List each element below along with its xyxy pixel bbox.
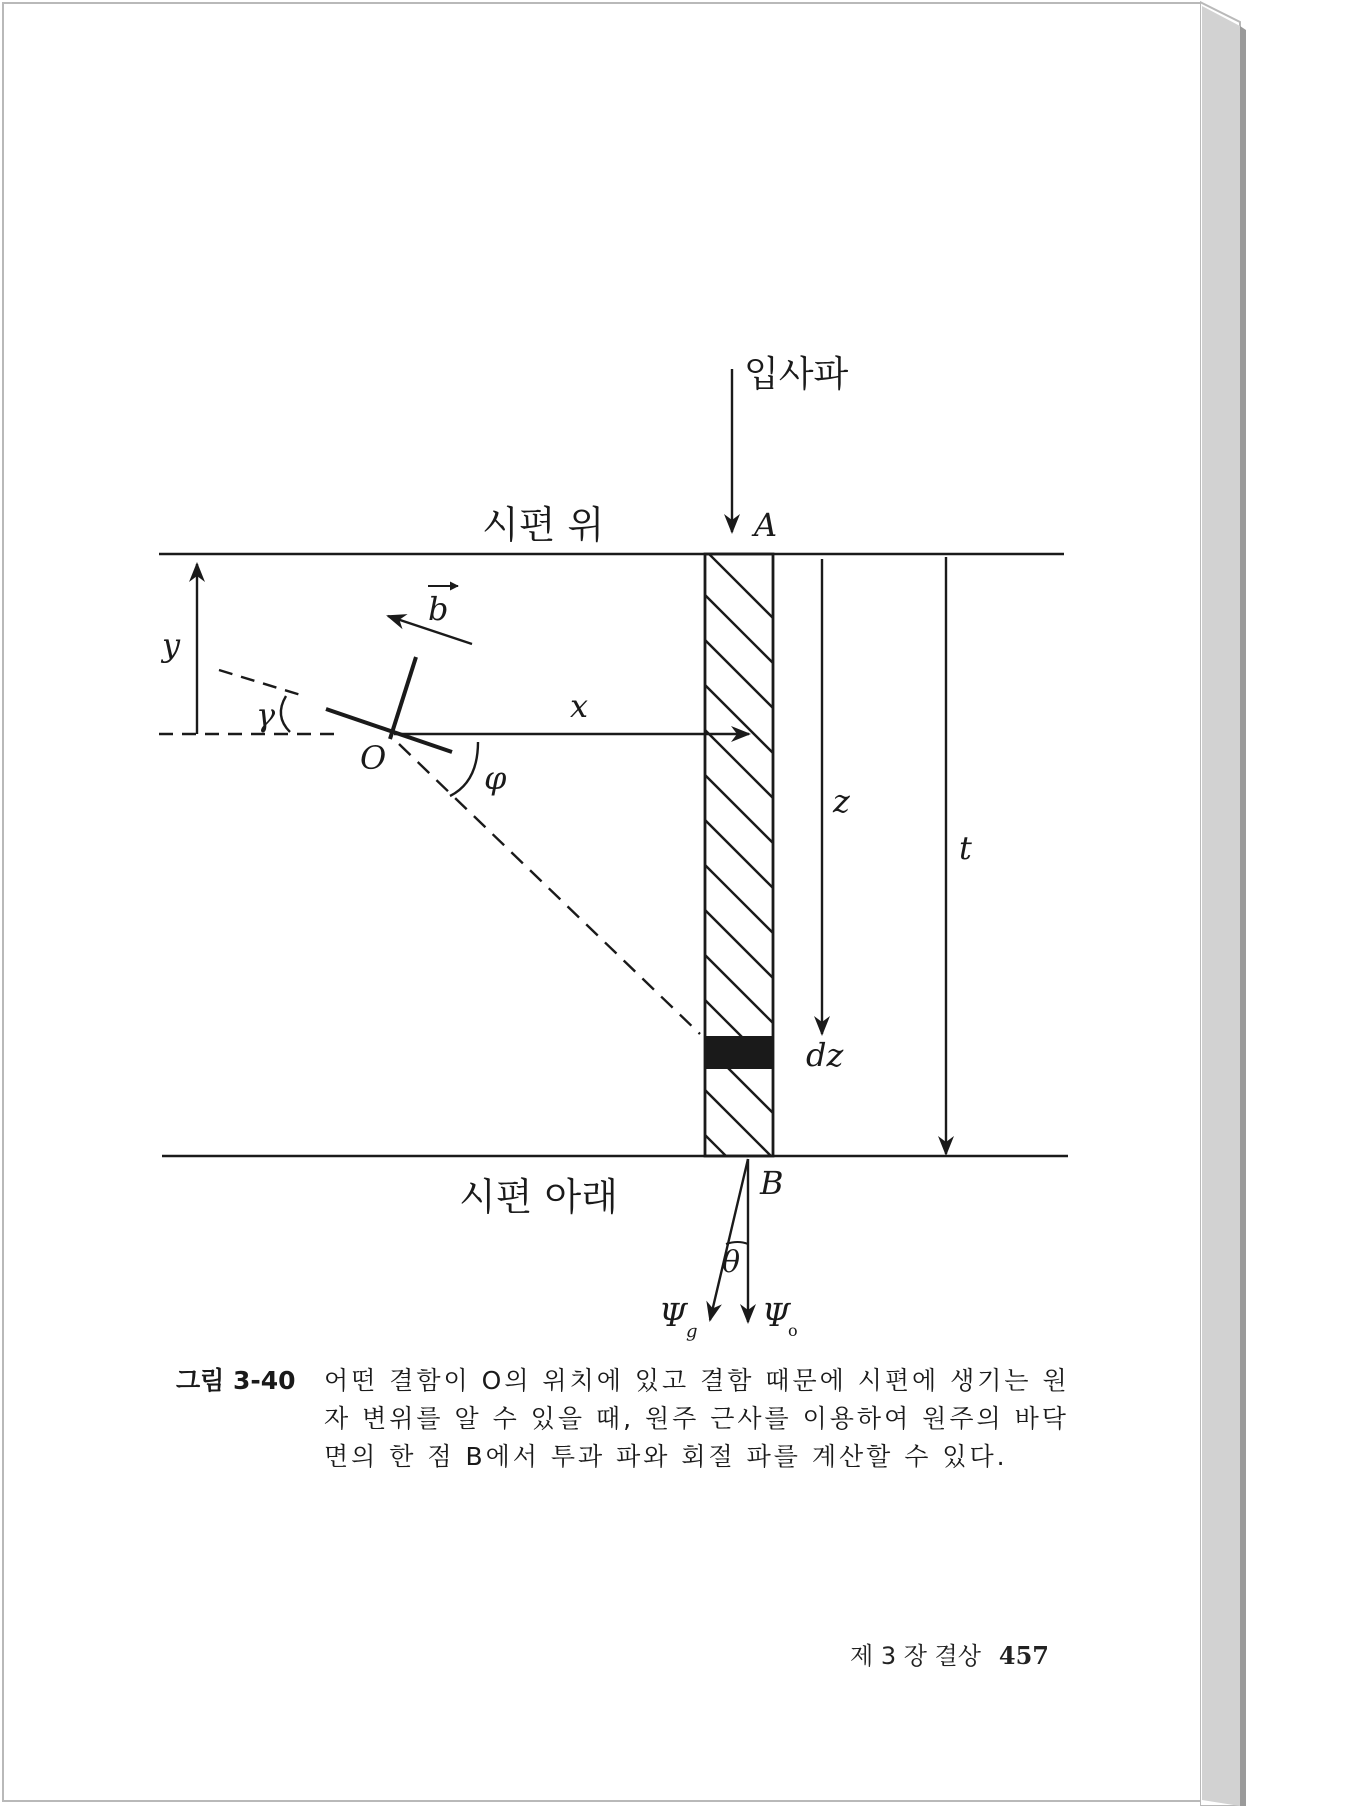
- caption-line: 자 변위를 알 수 있을 때, 원주 근사를 이용하여 원주의 바닥: [324, 1404, 1069, 1433]
- gamma-label: γ: [256, 696, 276, 734]
- t-label: t: [959, 829, 972, 867]
- dz-slice: [705, 1036, 773, 1069]
- point-a-label: A: [754, 506, 778, 544]
- book-page: [2, 2, 1202, 1802]
- figure-diagram: [4, 4, 1204, 1364]
- page-number: 457: [998, 1641, 1050, 1670]
- chapter-title: 제 3 장 결상: [850, 1642, 981, 1670]
- phi-label: φ: [484, 759, 507, 797]
- origin-label: O: [360, 739, 387, 777]
- psi-g-symbol: Ψ: [659, 1296, 688, 1334]
- dashed-inclined: [219, 670, 304, 696]
- burgers-vector-label: b: [428, 590, 449, 628]
- dz-label: dz: [806, 1036, 844, 1074]
- theta-label: θ: [722, 1245, 741, 1280]
- psi-o-subscript: o: [788, 1321, 798, 1340]
- caption-body: [324, 1362, 1254, 1476]
- gamma-arc: [281, 696, 290, 732]
- theta-arc: [726, 1242, 748, 1244]
- diffracted-wave-arrow: [710, 1159, 748, 1320]
- incident-wave-label: 입사파: [744, 354, 849, 395]
- book-page-edge: [1200, 0, 1346, 1806]
- dashed-phi-line: [399, 744, 700, 1034]
- x-label: x: [570, 687, 589, 725]
- page-footer: [850, 1636, 1049, 1671]
- psi-g-subscript: g: [686, 1321, 698, 1342]
- point-b-label: B: [760, 1164, 784, 1202]
- caption-line: 면의 한 점 B에서 투과 파와 회절 파를 계산할 수 있다.: [324, 1442, 1008, 1471]
- z-label: z: [833, 782, 850, 820]
- column-hatching: [654, 499, 804, 1234]
- dislocation-line: [326, 709, 452, 752]
- specimen-top-label: 시편 위: [482, 503, 605, 547]
- caption-line: 어떤 결함이 O의 위치에 있고 결함 때문에 시편에 생기는 원: [324, 1366, 1070, 1395]
- dislocation-half-plane: [390, 657, 416, 739]
- specimen-bottom-label: 시편 아래: [459, 1175, 618, 1219]
- psi-o-symbol: Ψ: [762, 1296, 791, 1334]
- y-label: y: [162, 626, 181, 664]
- phi-arc: [450, 742, 478, 796]
- caption-label: 그림 3-40: [176, 1366, 296, 1395]
